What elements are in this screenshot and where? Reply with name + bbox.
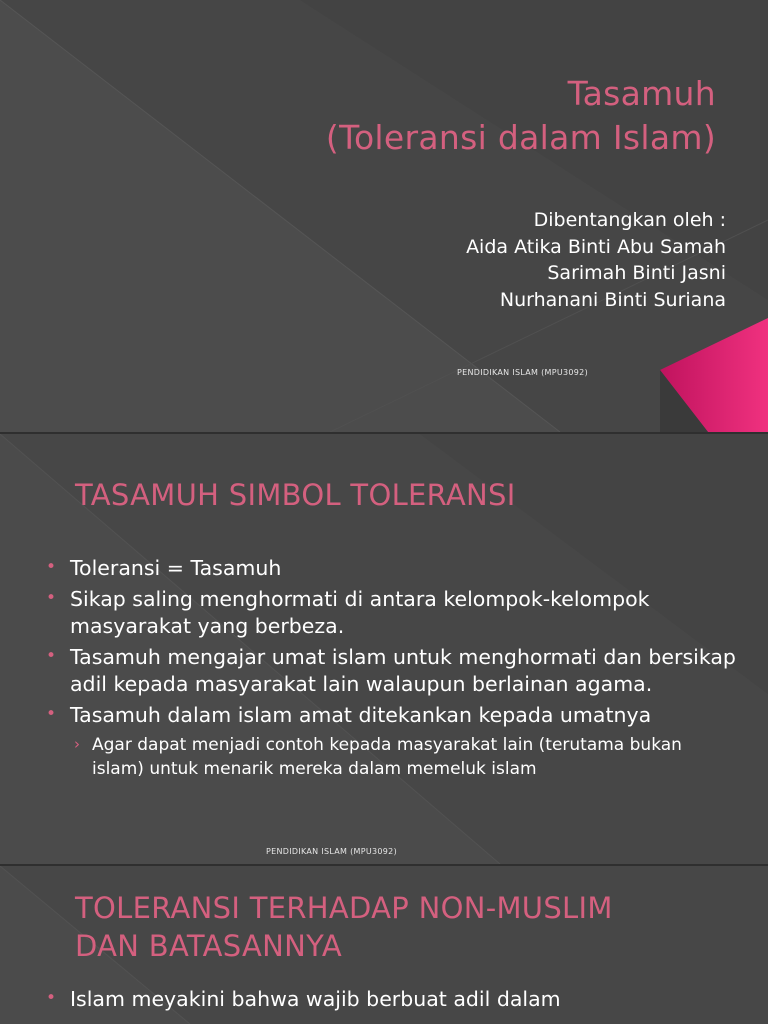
chevron-right-icon: › bbox=[74, 735, 80, 753]
title-line-2: (Toleransi dalam Islam) bbox=[325, 118, 716, 157]
sub-bullet-item bbox=[70, 733, 738, 781]
bullet-icon: • bbox=[46, 704, 57, 724]
bullet-icon: • bbox=[46, 646, 57, 666]
content-slide-tasamuh bbox=[0, 434, 768, 864]
bullet-item bbox=[44, 986, 738, 1013]
sub-bullet-list bbox=[70, 733, 738, 781]
bullet-text: Toleransi = Tasamuh bbox=[70, 556, 282, 580]
bullet-text: Sikap saling menghormati di antara kelompok-kelompok masyarakat yang berbeza. bbox=[70, 587, 650, 638]
presenters-label: Dibentangkan oleh : bbox=[533, 209, 726, 231]
slide-footer: PENDIDIKAN ISLAM (MPU3092) bbox=[266, 847, 397, 856]
bullet-icon: • bbox=[46, 988, 57, 1008]
bullet-list bbox=[44, 555, 738, 785]
bullet-icon: • bbox=[46, 588, 57, 608]
bullet-text: Islam meyakini bahwa wajib berbuat adil dalam bbox=[70, 987, 561, 1011]
presenter-name: Nurhanani Binti Suriana bbox=[499, 288, 726, 311]
presenters-block bbox=[466, 207, 726, 313]
presenter-name: Aida Atika Binti Abu Samah bbox=[466, 235, 726, 258]
slide-title bbox=[75, 889, 613, 965]
slide-title: TASAMUH SIMBOL TOLERANSI bbox=[75, 478, 516, 512]
bullet-text: Tasamuh mengajar umat islam untuk menghormati dan bersikap adil kepada masyarakat lain walaupun berlainan agama. bbox=[70, 645, 736, 696]
title-line-2: DAN BATASANNYA bbox=[75, 929, 343, 963]
content-slide-toleransi bbox=[0, 866, 768, 1024]
title-line-1: Tasamuh bbox=[567, 74, 716, 113]
sub-bullet-text: Agar dapat menjadi contoh kepada masyarakat lain (terutama bukan islam) untuk menarik mereka dalam memeluk islam bbox=[92, 735, 682, 779]
bullet-icon: • bbox=[46, 557, 57, 577]
bullet-text: Tasamuh dalam islam amat ditekankan kepada umatnya bbox=[70, 703, 652, 727]
bullet-item bbox=[44, 586, 738, 640]
bullet-item bbox=[44, 644, 738, 698]
bullet-list bbox=[44, 986, 738, 1017]
presentation-title bbox=[326, 72, 716, 160]
slide-footer: PENDIDIKAN ISLAM (MPU3092) bbox=[457, 368, 588, 377]
title-slide bbox=[0, 0, 768, 432]
title-line-1: TOLERANSI TERHADAP NON-MUSLIM bbox=[75, 891, 613, 925]
presenter-name: Sarimah Binti Jasni bbox=[547, 262, 726, 284]
bullet-item bbox=[44, 555, 738, 582]
bullet-item bbox=[44, 702, 738, 781]
